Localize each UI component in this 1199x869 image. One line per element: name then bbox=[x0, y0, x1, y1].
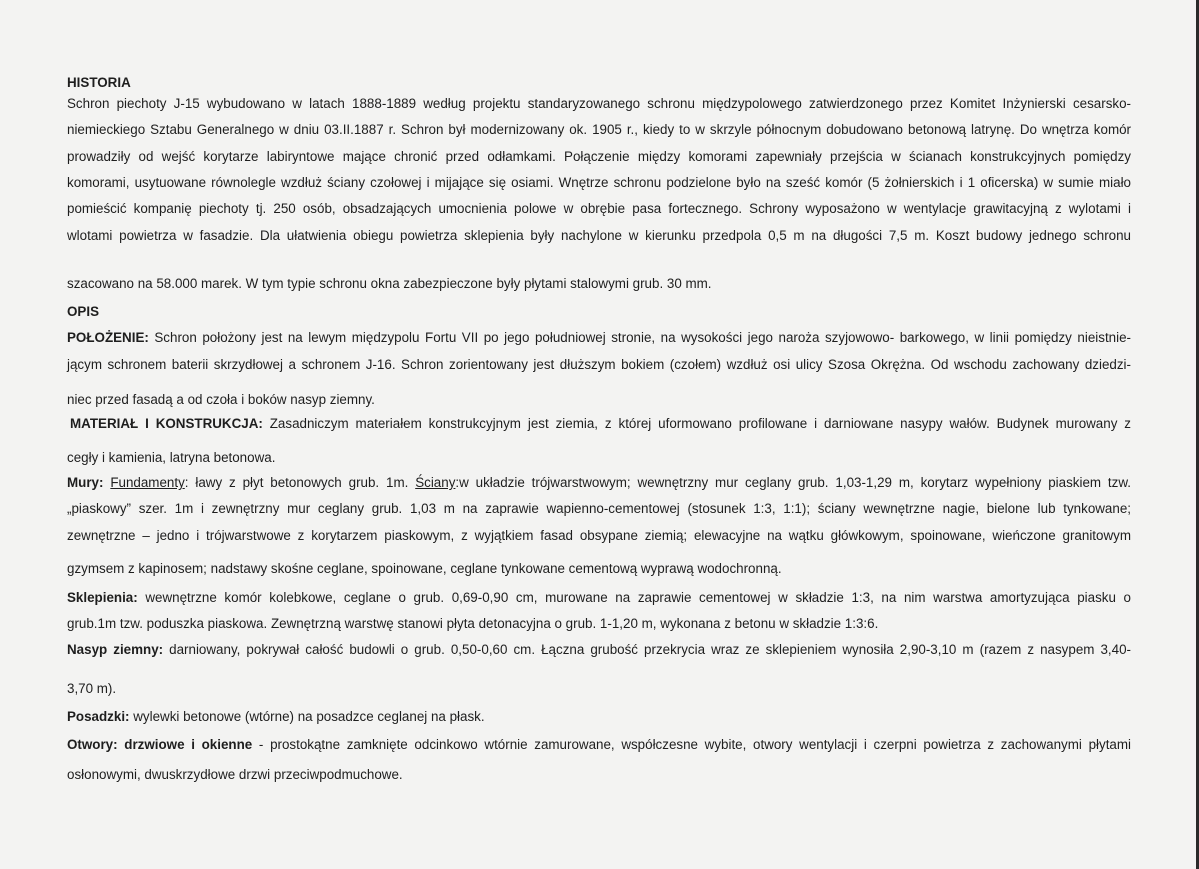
historia-line: Schron piechoty J-15 wybudowano w latach 1888-1889 według projektu standaryzowanego schronu międzypolowego zatwierdzonego przez Komitet Inżynierski cesarsko- bbox=[67, 96, 1131, 111]
historia-line: wlotami powietrza w fasadzie. Dla ułatwienia obiegu powietrza sklepienia były nachylone w kierunku przedpola 0,5 m na długości 7,5 m. Koszt budowy jednego schronu bbox=[67, 228, 1131, 243]
otwory-text: - prostokątne zamknięte odcinkowo wtórnie zamurowane, współczesne wybite, otwory wentylacji i czerpni powietrza z zachowanymi płytami bbox=[252, 737, 1131, 752]
heading-opis: OPIS bbox=[67, 304, 99, 319]
material-text: Zasadniczym materiałem konstrukcyjnym jest ziemia, z której uformowano profilowane i darniowane nasypy wałów. Budynek murowany z bbox=[262, 416, 1131, 431]
posadzki-text: wylewki betonowe (wtórne) na posadzce ceglanej na płask. bbox=[129, 709, 485, 724]
mury-line: gzymsem z kapinosem; nadstawy skośne ceglane, spoinowane, ceglane tynkowane cementową wyprawą wodochronną. bbox=[67, 561, 782, 576]
polozenie-text: Schron położony jest na lewym międzypolu Fortu VII po jego południowej stronie, na wysokości jego naroża szyjowowo- barkowego, w linii pomiędzy nieistnie- bbox=[148, 330, 1131, 345]
historia-line: szacowano na 58.000 marek. W tym typie schronu okna zabezpieczone były płytami stalowymi grub. 30 mm. bbox=[67, 276, 712, 291]
fundamenty-text: : ławy z płyt betonowych grub. 1m. bbox=[184, 475, 416, 490]
heading-historia: HISTORIA bbox=[67, 75, 131, 90]
mury-label: Mury: bbox=[67, 475, 104, 490]
sklepienia-label: Sklepienia: bbox=[67, 590, 138, 605]
polozenie-line: niec przed fasadą a od czoła i boków nasyp ziemny. bbox=[67, 392, 375, 407]
otwory-line: osłonowymi, dwuskrzydłowe drzwi przeciwpodmuchowe. bbox=[67, 767, 403, 782]
polozenie-line: jącym schronem baterii skrzydłowej a schronem J-16. Schron zorientowany jest dłuższym bokiem (czołem) wzdłuż osi ulicy Szosa Okrężna. Od wschodu zachowany dziedzi- bbox=[67, 357, 1131, 372]
mury-line bbox=[67, 474, 1131, 492]
nasyp-line: 3,70 m). bbox=[67, 681, 117, 696]
historia-line: komorami, usytuowane równolegle wzdłuż ściany czołowej i mijające się osiami. Wnętrze schronu podzielone było na sześć komór (5 żołnierskich i 1 oficerska) w sumie miało bbox=[67, 175, 1131, 190]
sciany-label: Ściany bbox=[415, 475, 456, 490]
otwory-label: Otwory: drzwiowe i okienne bbox=[67, 737, 253, 752]
fundamenty-label: Fundamenty bbox=[110, 475, 185, 490]
historia-line: niemieckiego Sztabu Generalnego w dniu 03.II.1887 r. Schron był modernizowany ok. 1905 r., kiedy to w skrzyle północnym dobudowano betonową latrynę. Do wnętrza komór bbox=[67, 122, 1131, 137]
nasyp-line bbox=[67, 641, 1131, 659]
polozenie-line bbox=[67, 329, 1131, 347]
posadzki-label: Posadzki: bbox=[67, 709, 130, 724]
sklepienia-line bbox=[67, 589, 1131, 607]
nasyp-text: darniowany, pokrywał całość budowli o grub. 0,50-0,60 cm. Łączna grubość przekrycia wraz ze sklepieniem wynosiła 2,90-3,10 m (razem z nasypem 3,40- bbox=[163, 642, 1131, 657]
mury-line: zewnętrzne – jedno i trójwarstwowe z korytarzem piaskowym, z wyjątkiem fasad obsypane ziemią; elewacyjne na wątku główkowym, spoinowane, wieńczone granitowym bbox=[67, 528, 1131, 543]
historia-line: prowadziły od wejść korytarze labiryntowe mające chronić przed odłamkami. Połączenie między komorami zapewniały przejścia w ścianach konstrukcyjnych pomiędzy bbox=[67, 149, 1131, 164]
material-label: MATERIAŁ I KONSTRUKCJA: bbox=[70, 416, 263, 431]
sklepienia-line: grub.1m tzw. poduszka piaskowa. Zewnętrzną warstwę stanowi płyta detonacyjna o grub. 1-1,20 m, wykonana z betonu w składzie 1:3:6. bbox=[67, 616, 879, 631]
nasyp-label: Nasyp ziemny: bbox=[67, 642, 164, 657]
sciany-text: :w układzie trójwarstwowym; wewnętrzny mur ceglany grub. 1,03-1,29 m, korytarz wypełniony piaskiem tzw. bbox=[455, 475, 1131, 490]
mury-line: „piaskowy” szer. 1m i zewnętrzny mur ceglany grub. 1,03 m na zaprawie wapienno-cementowej (stosunek 1:3, 1:1); ściany wewnętrzne nagie, bielone lub tynkowane; bbox=[67, 501, 1131, 516]
material-line: cegły i kamienia, latryna betonowa. bbox=[67, 450, 276, 465]
polozenie-label: POŁOŻENIE: bbox=[67, 330, 149, 345]
otwory-line bbox=[67, 736, 1131, 754]
historia-line: pomieścić kompanię piechoty tj. 250 osób, obsadzających umocnienia polowe w obrębie pasa fortecznego. Schrony wyposażono w wentylacje grawitacyjną z wylotami i bbox=[67, 201, 1131, 216]
posadzki-line bbox=[67, 708, 485, 726]
material-line bbox=[70, 415, 1131, 433]
sklepienia-text: wewnętrzne komór kolebkowe, ceglane o grub. 0,69-0,90 cm, murowane na zaprawie cementowej w składzie 1:3, na nim warstwa amortyzująca piasku o bbox=[137, 590, 1131, 605]
